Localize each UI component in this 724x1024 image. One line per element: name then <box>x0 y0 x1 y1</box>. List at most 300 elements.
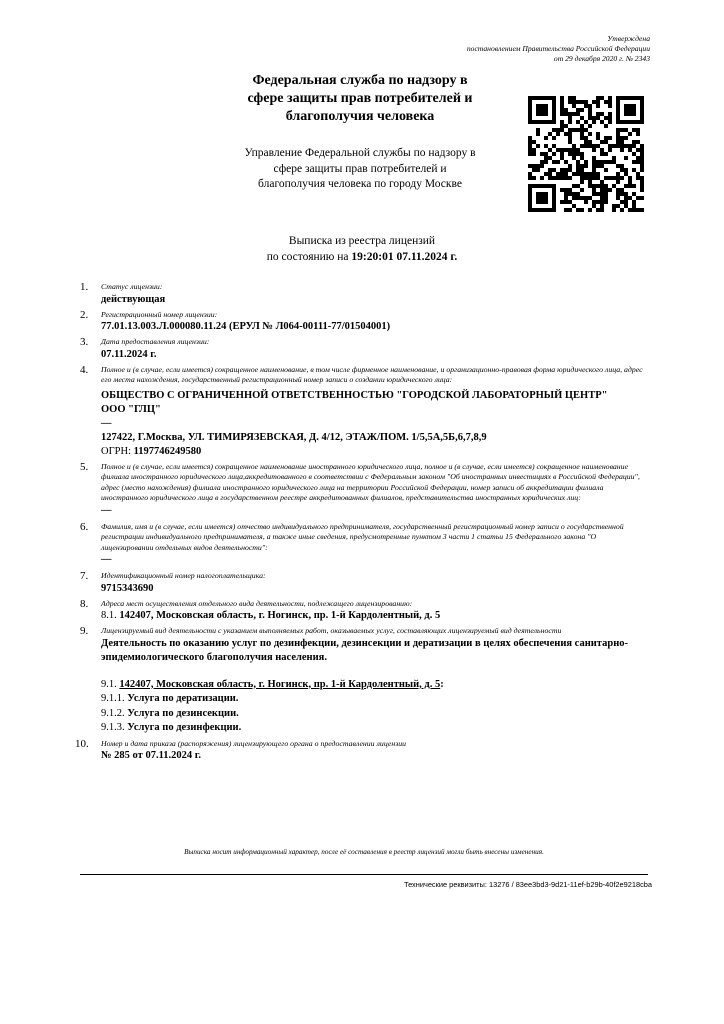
qr-module <box>628 208 632 212</box>
qr-module <box>564 176 568 180</box>
qr-module <box>532 168 536 172</box>
qr-module <box>584 100 588 104</box>
qr-module <box>592 120 596 124</box>
qr-module <box>628 148 632 152</box>
qr-module <box>536 208 540 212</box>
qr-module <box>532 120 536 124</box>
qr-module <box>628 104 632 108</box>
item-license-status: 1. Статус лицензии: действующая <box>80 282 648 307</box>
qr-module <box>560 112 564 116</box>
qr-module <box>576 192 580 196</box>
qr-module <box>600 148 604 152</box>
qr-module <box>564 112 568 116</box>
qr-module <box>572 100 576 104</box>
qr-module <box>576 152 580 156</box>
qr-module <box>580 136 584 140</box>
qr-module <box>556 160 560 164</box>
qr-module <box>588 180 592 184</box>
qr-module <box>580 132 584 136</box>
qr-module <box>608 148 612 152</box>
qr-module <box>616 116 620 120</box>
qr-module <box>556 148 560 152</box>
qr-module <box>640 108 644 112</box>
qr-module <box>532 140 536 144</box>
qr-module <box>600 200 604 204</box>
qr-module <box>544 144 548 148</box>
qr-module <box>528 164 532 168</box>
qr-module <box>532 208 536 212</box>
qr-module <box>640 96 644 100</box>
qr-module <box>528 120 532 124</box>
qr-module <box>632 192 636 196</box>
qr-module <box>616 172 620 176</box>
qr-module <box>572 112 576 116</box>
qr-module <box>560 168 564 172</box>
qr-module <box>580 108 584 112</box>
qr-module <box>568 148 572 152</box>
qr-module <box>548 132 552 136</box>
item-licensed-activity: 9. Лицензируемый вид деятельности с указанием выполняемых работ, оказываемых услуг, составляющих лицензируемый вид деятельности Деятельность по оказанию услуг по дезинфекции, дезинсекции и дератизации в целях обеспечения санитарно-эпидемиологического благополучия населения. 9.1. 142407, Московская область, г. Ногинск, пр. 1-й Кардолентный, д. 5: 9.1.1. Услуга по дератизации. 9.1.2. Услуга по дезинсекции. 9.1.3. Услуга по дезинфекции. <box>80 626 648 736</box>
qr-module <box>564 196 568 200</box>
qr-module <box>620 140 624 144</box>
qr-module <box>588 144 592 148</box>
qr-module <box>536 168 540 172</box>
qr-module <box>640 180 644 184</box>
qr-module <box>604 140 608 144</box>
qr-module <box>560 100 564 104</box>
qr-module <box>632 200 636 204</box>
qr-module <box>544 96 548 100</box>
qr-module <box>568 132 572 136</box>
qr-module <box>640 116 644 120</box>
qr-module <box>572 184 576 188</box>
qr-module <box>536 164 540 168</box>
qr-module <box>580 164 584 168</box>
qr-module <box>632 160 636 164</box>
registration-number-value: 77.01.13.003.Л.000080.11.24 (ЕРУЛ № Л064-00111-77/01504001) <box>101 321 391 332</box>
qr-module <box>616 136 620 140</box>
qr-module <box>584 144 588 148</box>
qr-module <box>588 140 592 144</box>
qr-module <box>628 96 632 100</box>
qr-module <box>620 200 624 204</box>
qr-module <box>612 144 616 148</box>
qr-module <box>632 108 636 112</box>
qr-module <box>528 116 532 120</box>
qr-module <box>592 172 596 176</box>
qr-module <box>580 188 584 192</box>
license-status-value: действующая <box>101 293 166 305</box>
service-9-1-1: 9.1.1. Услуга по дератизации. <box>101 693 239 704</box>
qr-module <box>636 148 640 152</box>
qr-module <box>552 108 556 112</box>
item-entrepreneur: 6. Фамилия, имя и (в случае, если имеется) отчество индивидуального предпринимателя, государственный регистрационный номер записи о государственной регистрации индивидуального предпринимателя, а также иные сведения, предусмотренные пунктом 3 части 1 статьи 15 Федерального закона "О лицензировании отдельных видов деятельности": — <box>80 522 648 568</box>
qr-module <box>608 100 612 104</box>
qr-module <box>584 176 588 180</box>
qr-module <box>600 164 604 168</box>
qr-module <box>612 204 616 208</box>
qr-module <box>528 112 532 116</box>
qr-module <box>568 116 572 120</box>
qr-module <box>632 96 636 100</box>
qr-module <box>580 156 584 160</box>
qr-module <box>596 184 600 188</box>
qr-module <box>572 152 576 156</box>
qr-module <box>540 184 544 188</box>
qr-module <box>580 152 584 156</box>
qr-module <box>580 180 584 184</box>
qr-module <box>592 192 596 196</box>
qr-module <box>560 176 564 180</box>
qr-module <box>568 136 572 140</box>
qr-module <box>592 116 596 120</box>
qr-module <box>528 192 532 196</box>
qr-module <box>568 192 572 196</box>
qr-module <box>604 136 608 140</box>
qr-module <box>536 196 540 200</box>
qr-module <box>552 176 556 180</box>
qr-module <box>612 184 616 188</box>
qr-module <box>572 156 576 160</box>
item-legal-entity: 4. Полное и (в случае, если имеется) сокращенное наименование, в том числе фирменное наименование, и организационно-правовая форма юридического лица, адрес его места нахождения, государственный регистрационный номер записи о создании юридического лица: ОБЩЕСТВО С ОГРАНИЧЕННОЙ ОТВЕТСТВЕННОСТЬЮ "ГОРОДСКОЙ ЛАБОРАТОРНЫЙ ЦЕНТР" ООО "ГЛЦ" — 127422, Г.Москва, УЛ. ТИМИРЯЗЕВСКАЯ, Д. 4/12, ЭТАЖ/ПОМ. 1/5,5А,5Б,6,7,8,9 ОГРН: 1197746249580 <box>80 365 648 459</box>
qr-module <box>596 200 600 204</box>
qr-module <box>588 108 592 112</box>
qr-module <box>584 200 588 204</box>
qr-module <box>536 104 540 108</box>
qr-module <box>564 148 568 152</box>
qr-module <box>592 156 596 160</box>
qr-module <box>580 100 584 104</box>
qr-module <box>620 96 624 100</box>
qr-module <box>608 136 612 140</box>
excerpt-title: Выписка из реестра лицензий <box>288 235 436 247</box>
qr-module <box>604 124 608 128</box>
qr-module <box>640 148 644 152</box>
qr-module <box>628 196 632 200</box>
qr-module <box>532 164 536 168</box>
qr-module <box>632 208 636 212</box>
qr-module <box>552 100 556 104</box>
qr-module <box>580 144 584 148</box>
qr-module <box>540 108 544 112</box>
qr-module <box>616 176 620 180</box>
qr-module <box>628 108 632 112</box>
qr-module <box>544 156 548 160</box>
qr-module <box>544 192 548 196</box>
qr-module <box>628 112 632 116</box>
qr-module <box>588 124 592 128</box>
qr-module <box>632 104 636 108</box>
qr-module <box>596 112 600 116</box>
qr-module <box>604 196 608 200</box>
qr-module <box>552 208 556 212</box>
qr-module <box>584 120 588 124</box>
qr-module <box>640 112 644 116</box>
qr-module <box>580 208 584 212</box>
qr-module <box>540 192 544 196</box>
qr-module <box>560 104 564 108</box>
qr-module <box>596 136 600 140</box>
qr-module <box>624 172 628 176</box>
qr-module <box>528 152 532 156</box>
qr-module <box>640 144 644 148</box>
qr-module <box>624 96 628 100</box>
qr-module <box>528 100 532 104</box>
qr-module <box>544 104 548 108</box>
qr-module <box>552 196 556 200</box>
qr-module <box>620 148 624 152</box>
qr-module <box>596 160 600 164</box>
qr-module <box>536 132 540 136</box>
qr-module <box>608 144 612 148</box>
qr-module <box>640 100 644 104</box>
issue-date-value: 07.11.2024 г. <box>101 348 157 360</box>
qr-module <box>624 192 628 196</box>
qr-module <box>572 96 576 100</box>
qr-module <box>600 112 604 116</box>
qr-module <box>624 184 628 188</box>
qr-module <box>596 176 600 180</box>
agency-title: Федеральная служба по надзору в сфере защиты прав потребителей и благополучия человека <box>247 73 473 124</box>
qr-module <box>528 176 532 180</box>
qr-module <box>596 144 600 148</box>
qr-module <box>528 208 532 212</box>
qr-module <box>552 200 556 204</box>
qr-module <box>572 128 576 132</box>
qr-module <box>592 164 596 168</box>
qr-module <box>616 120 620 124</box>
qr-module <box>556 132 560 136</box>
item-issue-date: 3. Дата предоставления лицензии: 07.11.2024 г. <box>80 337 648 362</box>
qr-module <box>564 200 568 204</box>
qr-module <box>564 208 568 212</box>
qr-module <box>532 176 536 180</box>
qr-module <box>552 160 556 164</box>
qr-module <box>636 140 640 144</box>
qr-module <box>640 208 644 212</box>
qr-module <box>596 172 600 176</box>
qr-module <box>616 96 620 100</box>
qr-module <box>552 184 556 188</box>
qr-module <box>600 180 604 184</box>
qr-module <box>528 204 532 208</box>
qr-module <box>620 192 624 196</box>
qr-module <box>604 160 608 164</box>
qr-module <box>604 152 608 156</box>
qr-module <box>528 172 532 176</box>
qr-module <box>584 140 588 144</box>
qr-module <box>640 164 644 168</box>
qr-module <box>556 128 560 132</box>
qr-module <box>548 156 552 160</box>
qr-module <box>580 168 584 172</box>
qr-module <box>632 168 636 172</box>
qr-module <box>620 176 624 180</box>
qr-module <box>560 156 564 160</box>
qr-module <box>552 116 556 120</box>
qr-module <box>568 176 572 180</box>
qr-module <box>544 108 548 112</box>
qr-module <box>528 184 532 188</box>
registry-items <box>75 281 648 763</box>
qr-module <box>596 116 600 120</box>
qr-module <box>560 152 564 156</box>
qr-module <box>612 176 616 180</box>
qr-module <box>532 184 536 188</box>
qr-module <box>544 184 548 188</box>
qr-module <box>636 156 640 160</box>
qr-module <box>548 148 552 152</box>
qr-module <box>624 108 628 112</box>
qr-module <box>556 172 560 176</box>
qr-module <box>616 132 620 136</box>
qr-module <box>560 128 564 132</box>
item-inn: 7. Идентификационный номер налогоплательщика: 9715343690 <box>80 571 648 596</box>
qr-module <box>564 124 568 128</box>
qr-module <box>620 136 624 140</box>
qr-module <box>624 120 628 124</box>
qr-module <box>596 208 600 212</box>
qr-module <box>572 104 576 108</box>
qr-module <box>604 200 608 204</box>
qr-module <box>564 188 568 192</box>
qr-module <box>616 100 620 104</box>
company-ogrn: ОГРН: 1197746249580 <box>101 445 202 457</box>
qr-module <box>576 148 580 152</box>
qr-module <box>592 148 596 152</box>
qr-module <box>600 192 604 196</box>
qr-module <box>560 96 564 100</box>
qr-module <box>580 172 584 176</box>
qr-module <box>624 156 628 160</box>
qr-module <box>616 144 620 148</box>
qr-module <box>536 120 540 124</box>
qr-module <box>628 144 632 148</box>
qr-module <box>572 172 576 176</box>
qr-module <box>608 120 612 124</box>
qr-module <box>628 184 632 188</box>
qr-module <box>552 96 556 100</box>
qr-module <box>592 188 596 192</box>
qr-module <box>552 188 556 192</box>
qr-module <box>536 192 540 196</box>
qr-module <box>576 120 580 124</box>
qr-module <box>636 208 640 212</box>
divider <box>80 874 648 875</box>
qr-module <box>552 152 556 156</box>
qr-module <box>616 180 620 184</box>
qr-module <box>600 140 604 144</box>
qr-module <box>640 188 644 192</box>
department-name: Управление Федеральной службы по надзору в сфере защиты прав потребителей и благополучия человека по городу Москве <box>244 147 476 190</box>
qr-module <box>576 108 580 112</box>
excerpt-date-line: по состоянию на 19:20:01 07.11.2024 г. <box>266 250 458 263</box>
qr-module <box>572 204 576 208</box>
qr-module <box>556 176 560 180</box>
qr-module <box>528 104 532 108</box>
qr-module <box>584 104 588 108</box>
qr-module <box>596 192 600 196</box>
qr-module <box>528 188 532 192</box>
qr-module <box>552 204 556 208</box>
qr-module <box>632 112 636 116</box>
qr-module <box>608 96 612 100</box>
qr-module <box>596 132 600 136</box>
qr-module <box>568 120 572 124</box>
qr-module <box>568 164 572 168</box>
qr-module <box>636 196 640 200</box>
qr-module <box>632 128 636 132</box>
qr-module <box>552 104 556 108</box>
qr-module <box>568 140 572 144</box>
qr-module <box>616 112 620 116</box>
qr-module <box>580 176 584 180</box>
qr-module <box>552 128 556 132</box>
qr-module <box>544 152 548 156</box>
qr-module <box>540 196 544 200</box>
activity-address-8-1: 8.1. 142407, Московская область, г. Ногинск, пр. 1-й Кардолентный, д. 5 <box>101 610 441 621</box>
qr-module <box>544 112 548 116</box>
qr-module <box>604 100 608 104</box>
qr-module <box>604 116 608 120</box>
qr-module <box>600 188 604 192</box>
qr-module <box>576 196 580 200</box>
qr-module <box>580 116 584 120</box>
approval-note <box>330 34 650 64</box>
qr-module <box>568 188 572 192</box>
qr-module <box>540 120 544 124</box>
qr-module <box>600 204 604 208</box>
qr-module <box>588 184 592 188</box>
qr-module <box>608 104 612 108</box>
qr-module <box>632 184 636 188</box>
qr-module <box>536 144 540 148</box>
qr-module <box>536 184 540 188</box>
qr-module <box>552 192 556 196</box>
qr-module <box>592 100 596 104</box>
qr-module <box>632 120 636 124</box>
qr-module <box>536 112 540 116</box>
qr-module <box>560 120 564 124</box>
qr-module <box>636 120 640 124</box>
qr-module <box>536 108 540 112</box>
qr-module <box>576 168 580 172</box>
qr-module <box>540 200 544 204</box>
qr-module <box>608 160 612 164</box>
qr-module <box>612 160 616 164</box>
qr-module <box>560 148 564 152</box>
company-address: 127422, Г.Москва, УЛ. ТИМИРЯЗЕВСКАЯ, Д. 4/12, ЭТАЖ/ПОМ. 1/5,5А,5Б,6,7,8,9 <box>101 431 487 443</box>
qr-module <box>628 180 632 184</box>
item-activity-addresses: 8. Адреса мест осуществления отдельного вида деятельности, подлежащего лицензированию: 8.1. 142407, Московская область, г. Ногинск, пр. 1-й Кардолентный, д. 5 <box>80 599 648 624</box>
qr-module <box>560 172 564 176</box>
qr-module <box>596 100 600 104</box>
qr-module <box>620 168 624 172</box>
qr-module <box>604 168 608 172</box>
qr-module <box>580 196 584 200</box>
qr-module <box>548 168 552 172</box>
qr-module <box>624 112 628 116</box>
qr-module <box>596 164 600 168</box>
qr-module <box>568 200 572 204</box>
qr-module <box>568 128 572 132</box>
qr-module <box>636 128 640 132</box>
qr-module <box>584 160 588 164</box>
qr-module <box>564 108 568 112</box>
qr-module <box>540 160 544 164</box>
qr-module <box>600 160 604 164</box>
qr-module <box>564 192 568 196</box>
